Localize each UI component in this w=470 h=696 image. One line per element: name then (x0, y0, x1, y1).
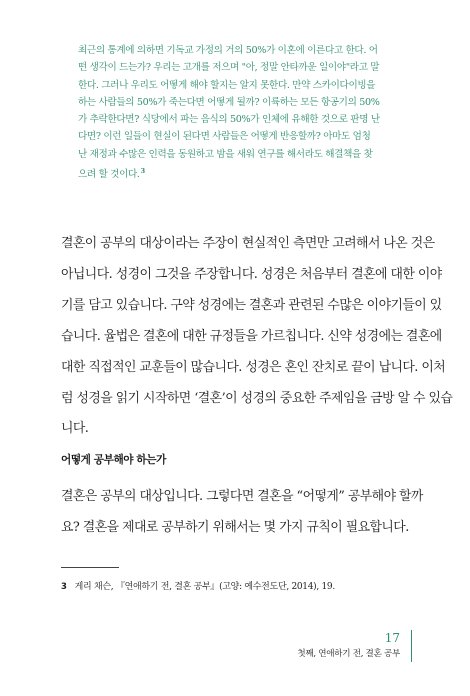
quote-last-line (78, 163, 428, 183)
quote-line-text: 으려 할 것이다. (78, 169, 140, 181)
body-paragraph-1 (61, 229, 453, 445)
block-quote (78, 42, 428, 183)
paragraph-line: 니다. (61, 421, 89, 437)
page-number: 17 (384, 631, 400, 645)
quote-line: 하는 사람들의 50%가 죽는다면 어떻게 될까? 이륙하는 모든 항공기의 50% (78, 96, 380, 108)
quote-line: 난 재정과 수많은 인력을 동원하고 밤을 새워 연구를 해서라도 해결책을 찾 (78, 148, 373, 160)
paragraph-line: 결혼이 공부의 대상이라는 주장이 현실적인 측면만 고려해서 나온 것은 (61, 236, 435, 251)
footnote-divider (61, 567, 119, 568)
footnote-text: 게리 채슨, 『연애하기 전, 결혼 공부』(고양: 예수전도단, 2014), 19. (74, 582, 335, 592)
paragraph-line: 럼 성경을 읽기 시작하면 ‘결혼’이 성경의 중요한 주제임을 금방 알 수 있습 (61, 390, 453, 406)
page-folio (297, 630, 412, 662)
quote-line: 한다. 그러나 우리도 어떻게 해야 할지는 알지 못한다. 만약 스카이다이빙을 (78, 79, 376, 91)
quote-line: 최근의 통계에 의하면 기독교 가정의 거의 50%가 이혼에 이른다고 한다. 어 (78, 45, 378, 56)
running-head: 첫째, 연애하기 전, 결혼 공부 (297, 649, 400, 659)
paragraph-line: 기를 담고 있습니다. 구약 성경에는 결혼과 관련된 수많은 이야기들이 있 (61, 297, 442, 313)
paragraph-line: 결혼은 공부의 대상입니다. 그렇다면 결혼을 “어떻게” 공부해야 할까 (61, 489, 423, 504)
section-heading: 어떻게 공부해야 하는가 (61, 454, 166, 466)
quote-line: 가 추락한다면? 식당에서 파는 음식의 50%가 인체에 유해한 것으로 판명 난 (78, 114, 380, 126)
footnote (61, 579, 335, 592)
paragraph-line: 아닙니다. 성경이 그것을 주장합니다. 성경은 처음부터 결혼에 대한 이야 (61, 266, 442, 282)
footnote-number: 3 (61, 582, 67, 592)
body-paragraph-2 (61, 482, 435, 543)
footnote-reference[interactable]: 3 (140, 167, 145, 176)
paragraph-line: 습니다. 율법은 결혼에 대한 규정들을 가르칩니다. 신약 성경에는 결혼에 (61, 328, 442, 344)
quote-line: 다면? 이런 일들이 현실이 된다면 사람들은 어떻게 반응할까? 아마도 엄청 (78, 131, 371, 143)
paragraph-line: 요? 결혼을 제대로 공부하기 위해서는 몇 가지 규칙이 필요합니다. (61, 519, 409, 535)
paragraph-line: 대한 직접적인 교훈들이 많습니다. 성경은 혼인 잔치로 끝이 납니다. 이처 (61, 359, 446, 375)
quote-line: 떤 생각이 드는가? 우리는 고개를 저으며 "아, 정말 안타까운 일이야"라고 말 (78, 62, 380, 74)
